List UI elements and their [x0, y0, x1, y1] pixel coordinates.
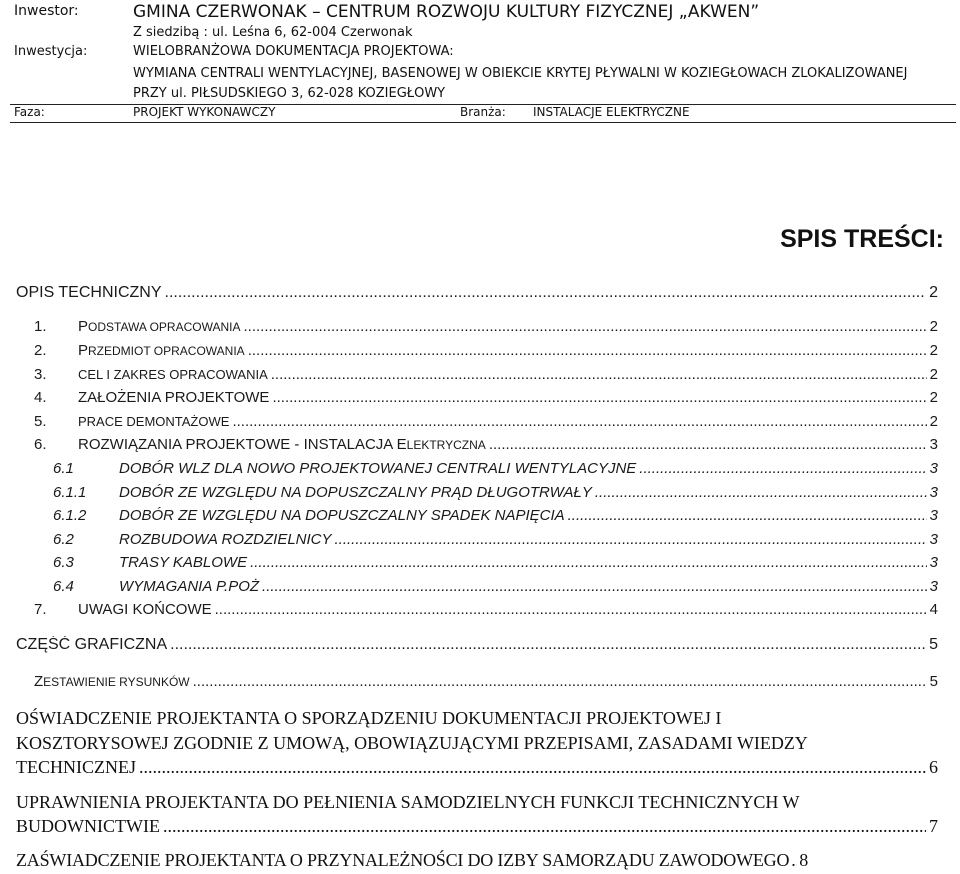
branch-value: INSTALACJE ELEKTRYCZNE [533, 105, 690, 119]
toc-entry-number: 6.1.1 [53, 484, 87, 501]
toc-page-number: 3 [929, 531, 938, 548]
toc-page-number: 5 [929, 636, 938, 653]
toc-entry-text: ZAŁOŻENIA PROJEKTOWE [78, 389, 270, 406]
toc-entry-number: 6.4 [53, 578, 74, 595]
branch-label: Branża: [460, 105, 506, 119]
investment-line-3: PRZY ul. PIŁSUDSKIEGO 3, 62-028 KOZIEGŁOWY [133, 86, 446, 101]
toc-leader [335, 531, 927, 548]
toc-entry-text: TRASY KABLOWE [119, 554, 248, 571]
toc-oswiadczenie-line-2: KOSZTORYSOWEJ ZGODNIE Z UMOWĄ, OBOWIĄZUJĄCYMI PRZEPISAMI, ZASADAMI WIEDZY [16, 733, 808, 753]
toc-leader [139, 757, 926, 778]
toc-leader [248, 342, 927, 359]
toc-entry-uprawnienia[interactable] [16, 816, 938, 840]
toc-page-number: 3 [929, 554, 938, 571]
investment-line-2: WYMIANA CENTRALI WENTYLACYJNEJ, BASENOWEJ W OBIEKCIE KRYTEJ PŁYWALNI W KOZIEGŁOWACH ZLOKALIZOWANEJ [133, 66, 908, 81]
toc-leader [568, 507, 927, 524]
toc-entry-2[interactable] [34, 342, 938, 362]
toc-leader [489, 436, 927, 453]
toc-leader [170, 636, 926, 654]
toc-leader [791, 850, 797, 871]
toc-leader [193, 673, 927, 690]
toc-entry-zaswiadczenie[interactable] [16, 850, 938, 874]
toc-leader [243, 318, 926, 335]
toc-entry-6-2[interactable] [53, 531, 938, 551]
toc-page-number: 3 [929, 507, 938, 524]
toc-oswiadczenie-line-1: OŚWIADCZENIE PROJEKTANTA O SPORZĄDZENIU DOKUMENTACJI PROJEKTOWEJ I [16, 708, 722, 728]
toc-entry-text: PRZEDMIOT OPRACOWANIA [78, 342, 245, 359]
toc-entry-4[interactable] [34, 389, 938, 409]
toc-leader [272, 389, 926, 406]
toc-leader [250, 554, 927, 571]
toc-entry-number: 6.2 [53, 531, 74, 548]
toc-page-number: 8 [799, 850, 809, 870]
phase-value: PROJEKT WYKONAWCZY [133, 105, 276, 119]
toc-entry-number: 1. [34, 318, 47, 335]
toc-entry-oswiadczenie[interactable] [16, 757, 938, 781]
phase-label: Faza: [14, 105, 45, 119]
toc-entry-text: OPIS TECHNICZNY [16, 284, 162, 301]
toc-entry-text: PRACE DEMONTAŻOWE [78, 414, 230, 429]
toc-entry-3[interactable] [34, 366, 938, 386]
toc-page-number: 4 [929, 601, 938, 618]
header-bottom-rule [10, 122, 956, 123]
toc-entry-7[interactable] [34, 601, 938, 621]
toc-entry-opis[interactable] [16, 284, 938, 304]
investor-name: GMINA CZERWONAK – CENTRUM ROZWOJU KULTURY FIZYCZNEJ „AKWEN” [133, 2, 760, 22]
investment-label: Inwestycja: [14, 44, 88, 59]
toc-page-number: 5 [929, 673, 938, 690]
toc-leader [165, 284, 927, 302]
toc-entry-number: 6.1 [53, 460, 74, 477]
investment-line-1: WIELOBRANŻOWA DOKUMENTACJA PROJEKTOWA: [133, 44, 454, 59]
toc-entry-5[interactable] [34, 413, 938, 433]
toc-entry-text: CEL I ZAKRES OPRACOWANIA [78, 367, 268, 382]
toc-entry-text: TECHNICZNEJ [16, 757, 136, 777]
toc-entry-6-3[interactable] [53, 554, 938, 574]
toc-leader [271, 366, 927, 383]
investor-address: Z siedzibą : ul. Leśna 6, 62-004 Czerwonak [133, 25, 413, 40]
toc-entry-1[interactable] [34, 318, 938, 338]
toc-entry-number: 5. [34, 413, 47, 430]
toc-entry-text: DOBÓR ZE WZGLĘDU NA DOPUSZCZALNY PRĄD DŁUGOTRWAŁY [119, 484, 592, 501]
toc-page-number: 6 [929, 757, 938, 777]
toc-entry-text: DOBÓR WLZ DLA NOWO PROJEKTOWANEJ CENTRALI WENTYLACYJNE [119, 460, 637, 477]
toc-entry-6-4[interactable] [53, 578, 938, 598]
toc-entry-text: PODSTAWA OPRACOWANIA [78, 318, 241, 335]
toc-entry-text: ROZWIĄZANIA PROJEKTOWE - INSTALACJA ELEKTRYCZNA [78, 436, 486, 453]
toc-page-number: 3 [929, 578, 938, 595]
toc-leader [232, 413, 926, 430]
toc-leader [595, 484, 927, 501]
toc-entry-text: ZESTAWIENIE RYSUNKÓW [34, 673, 190, 690]
toc-page-number: 2 [929, 413, 938, 430]
toc-page-number: 2 [929, 366, 938, 383]
toc-entry-text: ROZBUDOWA ROZDZIELNICY [119, 531, 332, 548]
toc-entry-zestawienie[interactable] [34, 673, 938, 693]
toc-entry-text: UWAGI KOŃCOWE [78, 601, 212, 618]
page-title: SPIS TREŚCI: [780, 225, 944, 253]
toc-entry-text: CZĘŚĆ GRAFICZNA [16, 636, 168, 653]
toc-leader [163, 816, 926, 837]
toc-entry-text: WYMAGANIA P.POŻ [119, 578, 260, 595]
toc-entry-number: 6.3 [53, 554, 74, 571]
toc-entry-number: 2. [34, 342, 47, 359]
toc-uprawnienia-line-1: UPRAWNIENIA PROJEKTANTA DO PEŁNIENIA SAMODZIELNYCH FUNKCJI TECHNICZNYCH W [16, 792, 800, 812]
toc-page-number: 2 [929, 342, 938, 359]
toc-entry-6-1-2[interactable] [53, 507, 938, 527]
toc-page-number: 2 [929, 284, 938, 301]
toc-leader [639, 460, 926, 477]
toc-page-number: 2 [929, 318, 938, 335]
toc-entry-number: 6. [34, 436, 47, 453]
toc-entry-6-1[interactable] [53, 460, 938, 480]
toc-leader [262, 578, 927, 595]
toc-entry-number: 6.1.2 [53, 507, 87, 524]
toc-entry-number: 3. [34, 366, 47, 383]
toc-page-number: 3 [929, 436, 938, 453]
toc-entry-text: ZAŚWIADCZENIE PROJEKTANTA O PRZYNALEŻNOŚCI DO IZBY SAMORZĄDU ZAWODOWEGO [16, 850, 790, 870]
toc-entry-number: 4. [34, 389, 47, 406]
toc-entry-graficzna[interactable] [16, 636, 938, 656]
toc-entry-number: 7. [34, 601, 47, 618]
toc-entry-6[interactable] [34, 436, 938, 456]
toc-page-number: 3 [929, 460, 938, 477]
toc-leader [215, 601, 927, 618]
toc-page-number: 2 [929, 389, 938, 406]
toc-entry-text: DOBÓR ZE WZGLĘDU NA DOPUSZCZALNY SPADEK NAPIĘCIA [119, 507, 565, 524]
toc-entry-6-1-1[interactable] [53, 484, 938, 504]
toc-page-number: 7 [929, 816, 938, 836]
investor-label: Inwestor: [14, 3, 79, 19]
toc-entry-text: BUDOWNICTWIE [16, 816, 160, 836]
toc-page-number: 3 [929, 484, 938, 501]
